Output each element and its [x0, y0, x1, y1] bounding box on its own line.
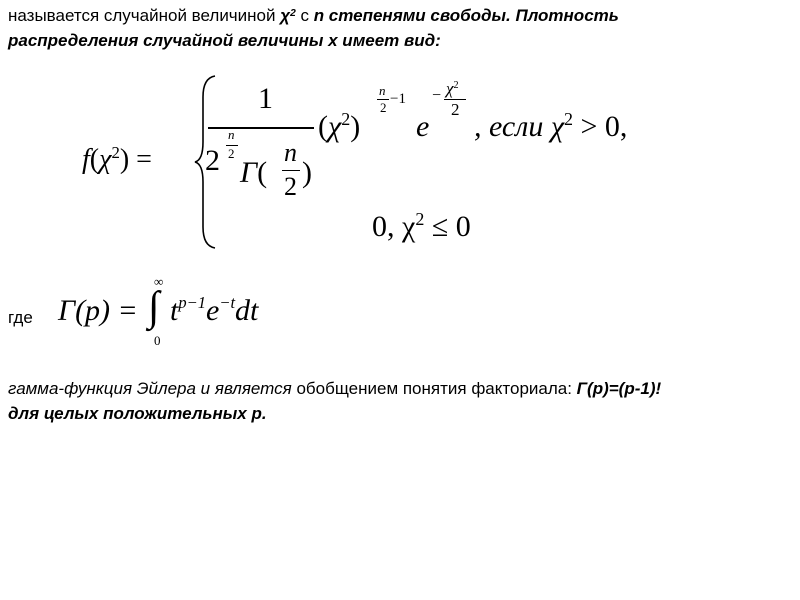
gde-label: где: [8, 308, 33, 327]
intro-line-1: [8, 4, 619, 31]
chi-rparen: ): [350, 110, 361, 143]
integrand-e: e: [205, 294, 220, 327]
case2-tail: ≤ 0: [424, 210, 471, 243]
chi-lparen: (: [318, 110, 328, 143]
condition-positive: [474, 109, 628, 143]
condition-nonpositive: [372, 209, 471, 243]
power-minus1: −1: [390, 91, 406, 107]
density-lhs: [82, 142, 152, 175]
power-2: 2: [380, 100, 387, 115]
integrand-epow: −t: [219, 292, 236, 312]
chi-letter: χ: [328, 110, 342, 143]
footer-factorial: Γ(p)=(p-1)!: [576, 379, 662, 398]
den-base: 2: [205, 144, 220, 177]
gamma-fn: [240, 158, 267, 188]
fn-symbol: f: [82, 144, 90, 175]
exp-chi-letter: χ: [446, 79, 454, 98]
intro-text-plain: называется случайной величиной: [8, 6, 281, 25]
fraction-numerator: 1: [258, 82, 273, 115]
intro-text-bold-italic: n степенями свободы. Плотность: [313, 6, 619, 25]
gamma-lhs: Γ(p) =: [58, 294, 138, 327]
integrand: [170, 292, 259, 327]
gamma-arg-2: 2: [284, 172, 297, 201]
exp-minus: −: [432, 87, 442, 104]
gamma-lparen: (: [257, 156, 268, 189]
exp-e: e: [416, 110, 430, 143]
cond1-sup: 2: [564, 109, 574, 130]
integrand-dt: dt: [235, 294, 259, 327]
lhs-rparen: ): [119, 144, 130, 175]
integrand-tpow: p−1: [178, 292, 206, 312]
gamma-rparen: ): [302, 156, 312, 189]
case2-text: 0, χ: [372, 210, 416, 243]
chi-exponent: 2: [290, 7, 296, 19]
exp-den: 2: [451, 100, 460, 119]
exp-chi-sup: 2: [453, 79, 459, 91]
footer-line-1: [8, 377, 661, 401]
power-n: n: [379, 83, 386, 98]
chi-letter-sup: 2: [341, 109, 351, 130]
lhs-lparen: (: [89, 144, 100, 175]
integral-lower: 0: [154, 333, 161, 348]
integrand-t: t: [170, 294, 179, 327]
footer-line-2: для целых положительных p.: [8, 404, 267, 423]
exp-chi: [446, 80, 459, 97]
case2-sup: 2: [415, 209, 425, 230]
lhs-chi-sup: 2: [111, 142, 120, 162]
integral-icon: ∫: [148, 284, 160, 330]
intro-text-connector: с: [295, 6, 314, 25]
gamma-symbol: Γ: [240, 156, 258, 189]
fraction-bar: [208, 127, 314, 129]
gamma-arg-n: n: [284, 138, 297, 167]
chi-power-term: [318, 109, 361, 143]
cond1-tail: > 0,: [573, 110, 628, 143]
footer-plain: обобщением понятия факториала:: [291, 379, 577, 398]
integral-upper: ∞: [154, 274, 164, 289]
footer-italic: гамма-функция Эйлера и является: [8, 379, 292, 398]
den-exp-2: 2: [228, 146, 235, 161]
chi-symbol: χ: [280, 6, 291, 25]
lhs-chi: χ: [99, 144, 112, 175]
lhs-equals: =: [136, 144, 152, 175]
den-exp-n: n: [228, 127, 235, 142]
intro-line-2: распределения случайной величины x имеет вид:: [8, 31, 441, 50]
fraction-denominator: [205, 134, 220, 177]
cond1-text: , если χ: [474, 110, 565, 143]
